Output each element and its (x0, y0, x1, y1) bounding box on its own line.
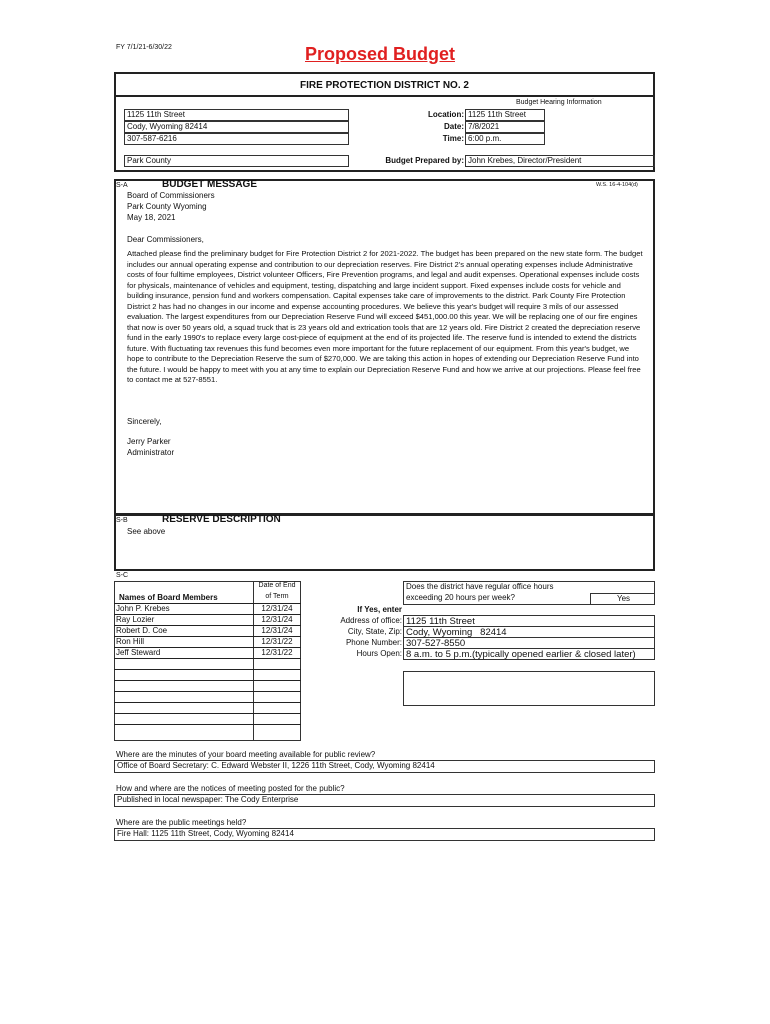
minutes-question: Where are the minutes of your board meeting available for public review? (116, 750, 376, 759)
signer-name: Jerry Parker (127, 437, 171, 446)
date-label: Date: (443, 122, 464, 131)
minutes-answer: Office of Board Secretary: C. Edward Webster II, 1226 11th Street, Cody, Wyoming 82414 (114, 760, 655, 773)
board-member-term: 12/31/22 (261, 637, 293, 646)
message-date: May 18, 2021 (127, 213, 176, 222)
prepared-by-label: Budget Prepared by: (385, 156, 464, 165)
location-label: Location: (428, 110, 464, 119)
divider (114, 95, 655, 97)
if-yes-label: If Yes, enter (357, 605, 402, 614)
addressee-1: Board of Commissioners (127, 191, 215, 200)
budget-message-heading: BUDGET MESSAGE (162, 179, 258, 190)
district-name: FIRE PROTECTION DISTRICT NO. 2 (300, 80, 469, 91)
term-header-1: Date of End (258, 582, 296, 589)
board-row-divider (114, 680, 301, 681)
section-code-sb: S-B (116, 517, 128, 524)
board-member-term: 12/31/22 (261, 648, 293, 657)
board-member-name: Ron Hill (116, 637, 145, 646)
prepared-by: John Krebes, Director/President (465, 155, 655, 167)
address-line-3: 307-587-6216 (124, 133, 349, 145)
hours-label: Hours Open: (356, 649, 402, 658)
board-member-name: Jeff Steward (116, 648, 161, 657)
board-row-divider (114, 702, 301, 703)
office-question-2: exceeding 20 hours per week? (406, 593, 515, 602)
statute-ref: W.S. 16-4-104(d) (596, 182, 638, 188)
office-hours-answer: Yes (590, 593, 655, 605)
phone-label: Phone Number: (345, 638, 402, 647)
hearing-date: 7/8/2021 (465, 121, 545, 133)
section-code-sa: S-A (116, 182, 128, 189)
board-member-term: 12/31/24 (261, 626, 293, 635)
addressee-2: Park County Wyoming (127, 202, 207, 211)
board-member-name: Ray Lozier (116, 615, 155, 624)
office-address: 1125 11th Street (403, 615, 655, 627)
reserve-text: See above (127, 527, 166, 536)
board-row-divider (114, 658, 301, 659)
board-row-divider (114, 713, 301, 714)
page-title: Proposed Budget (305, 44, 456, 64)
address-label: Address of office: (340, 616, 402, 625)
hearing-title: Budget Hearing Information (516, 99, 602, 106)
address-line-2: Cody, Wyoming 82414 (124, 121, 349, 133)
city-label: City, State, Zip: (347, 627, 402, 636)
board-row-divider (114, 691, 301, 692)
hearing-location: 1125 11th Street (465, 109, 545, 121)
office-city: Cody, Wyoming 82414 (403, 626, 655, 638)
reserve-heading: RESERVE DESCRIPTION (162, 514, 281, 525)
hearing-time: 6:00 p.m. (465, 133, 545, 145)
section-code-sc: S-C (116, 572, 129, 579)
term-header-2: of Term (265, 593, 289, 600)
board-member-name: Robert D. Coe (116, 626, 168, 635)
signer-title: Administrator (127, 448, 175, 457)
notices-answer: Published in local newspaper: The Cody Enterprise (114, 794, 655, 807)
board-member-term: 12/31/24 (261, 604, 293, 613)
fiscal-year: FY 7/1/21-6/30/22 (116, 44, 172, 51)
board-member-name: John P. Krebes (116, 604, 170, 613)
meetings-question: Where are the public meetings held? (116, 818, 247, 827)
county: Park County (124, 155, 349, 167)
office-hours: 8 a.m. to 5 p.m.(typically opened earlier & closed later) (403, 648, 655, 660)
closing: Sincerely, (127, 417, 162, 426)
board-member-term: 12/31/24 (261, 615, 293, 624)
notices-question: How and where are the notices of meeting posted for the public? (116, 784, 345, 793)
office-notes-box (403, 671, 655, 706)
office-question: Does the district have regular office hours (406, 582, 554, 591)
time-label: Time: (442, 134, 464, 143)
office-phone: 307-527-8550 (403, 637, 655, 649)
board-row-divider (114, 669, 301, 670)
meetings-answer: Fire Hall: 1125 11th Street, Cody, Wyoming 82414 (114, 828, 655, 841)
salutation: Dear Commissioners, (127, 235, 204, 244)
address-line-1: 1125 11th Street (124, 109, 349, 121)
board-row-divider (114, 724, 301, 725)
message-body: Attached please find the preliminary budget for Fire Protection District 2 for 2021-2022. The budget has been prepared on the new state form. The budget includes our annual operating expense and contribution to our depreciation reserves. Fire District 2's annual operating expenses include Administrative costs of four fulltime employees, District volunteer Officers, Fire Prevention programs, and legal and audit expenses. Operational expenses include costs for physicals, maintenance of vehicles and equipment, testing, dispatching and large incident support. Fixed expenses include costs for vehicle and building insurance, pension fund and workers compensation. Capital expenses take care of improvements to the district. Park County Fire Protection District 2 has had no changes in our income and expense accounting procedures. We believe this year's budget will require 3 mils of our assessed evaluation. The largest expenditures from our Depreciation Reserve Fund will exceed $451,000.00 this year. We will be replacing one of our fire engines that now is over 50 years old, a squad truck that is 23 years old and extrication tools that are 12 years old. Fire District 2 created the depreciation reserve fund in the early 1990's to replace every large cost-piece of equipment at the end of its projected life. The reserve fund is intended to extend the districts future. With fluctuating tax revenues this fund becomes even more important for the future replacement of our equipment. From this year's budget, we hope to contribute to the Depreciation Reserve the sum of $270,000. We are taking this action in hopes of extending our Depreciation Reserve Fund into the future. I would be happy to meet with you at any time to explain our Depreciation Reserve Fund and how we arrive at our projections. Please feel free to contact me at 527-8551. (127, 249, 643, 384)
names-header: Names of Board Members (119, 593, 218, 602)
